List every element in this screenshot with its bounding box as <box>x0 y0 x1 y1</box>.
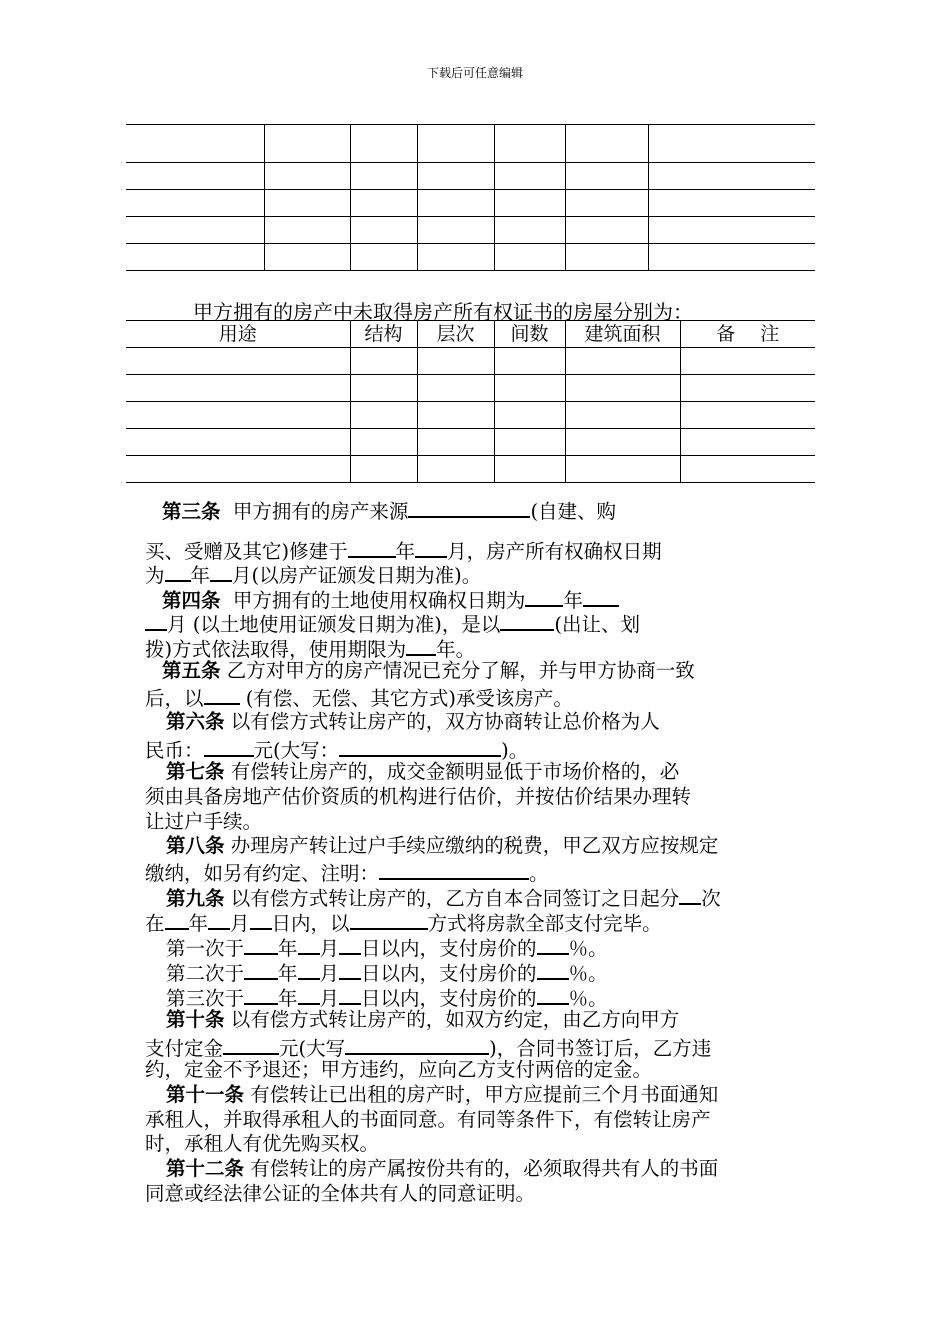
header-rooms: 间数 <box>494 321 565 348</box>
header-structure: 结构 <box>350 321 417 348</box>
table-row <box>126 375 815 402</box>
art4-title: 第四条 <box>162 589 221 612</box>
art7-line2: 须由具备房地产估价资质的机构进行估价，并按估价结果办理转 <box>145 785 692 808</box>
art10-line2: 支付定金 元(大写 )，合同书签订后，乙方违 <box>145 1033 711 1061</box>
page-header: 下载后可任意编辑 <box>426 66 523 80</box>
art3-line1 <box>162 496 616 524</box>
table2-caption: 甲方拥有的房产中未取得房产所有权证书的房屋分别为： <box>193 300 693 324</box>
art5-title: 第五条 <box>162 659 221 682</box>
header-usage: 用途 <box>126 321 350 348</box>
art12-title: 第十二条 <box>166 1157 245 1180</box>
art4-line1: 第四条 甲方拥有的土地使用权确权日期为 年 <box>162 585 619 613</box>
art7-title: 第七条 <box>166 760 225 783</box>
header-floor: 层次 <box>417 321 494 348</box>
table-cell <box>126 163 264 190</box>
art9-payment-1: 第一次于 年 月 日以内，支付房价的 ％。 <box>166 933 608 961</box>
table-row <box>126 456 815 483</box>
art9-line1: 第九条 以有偿方式转让房产的，乙方自本合同签订之日起分 次 <box>166 883 721 911</box>
art10-line1: 第十条 以有偿方式转让房产的，如双方约定，由乙方向甲方 <box>166 1008 680 1031</box>
art4-line3: 拨)方式依法取得，使用期限为 年。 <box>145 634 475 662</box>
art3-title: 第三条 <box>162 500 221 523</box>
art3-line3: 为 年 月(以房产证颁发日期为准)。 <box>145 560 481 588</box>
art9-title: 第九条 <box>166 887 225 910</box>
table-cell <box>126 125 264 163</box>
property-table-top <box>126 124 815 271</box>
property-table-uncertified <box>126 320 815 483</box>
header-remarks: 备 注 <box>680 321 815 348</box>
table-row <box>126 429 815 456</box>
table-header-row <box>126 321 815 348</box>
header-area: 建筑面积 <box>565 321 680 348</box>
art11-line3: 时，承租人有优先购买权。 <box>145 1132 380 1155</box>
art6-line1: 第六条 以有偿方式转让房产的，双方协商转让总价格为人 <box>166 710 660 733</box>
table-row <box>126 348 815 375</box>
art6-line2: 民币： 元(大写： )。 <box>145 735 528 763</box>
art8-line2: 缴纳，如另有约定、注明： 。 <box>145 858 549 886</box>
table-cell <box>126 244 264 271</box>
art5-line1: 第五条 乙方对甲方的房产情况已充分了解，并与甲方协商一致 <box>162 659 695 682</box>
art7-line3: 让过户手续。 <box>145 810 263 833</box>
art9-payment-3: 第三次于 年 月 日以内，支付房价的 ％。 <box>166 983 608 1011</box>
art12-line1: 第十二条 有偿转让的房产属按份共有的，必须取得共有人的书面 <box>166 1157 719 1180</box>
art12-line2: 同意或经法律公证的全体共有人的同意证明。 <box>145 1182 536 1205</box>
art9-payment-2: 第二次于 年 月 日以内，支付房价的 ％。 <box>166 958 608 986</box>
art6-title: 第六条 <box>166 710 225 733</box>
art11-title: 第十一条 <box>166 1083 245 1106</box>
art8-title: 第八条 <box>166 834 225 857</box>
art11-line1: 第十一条 有偿转让已出租的房产时，甲方应提前三个月书面通知 <box>166 1083 719 1106</box>
table-cell <box>126 190 264 217</box>
art3-text: (自建、购 <box>530 500 617 523</box>
art9-line2: 在 年 月 日内，以 方式将房款全部支付完毕。 <box>145 908 662 936</box>
table-cell <box>126 217 264 244</box>
art3-text: 甲方拥有的房产来源 <box>232 500 409 523</box>
art11-line2: 承租人，并取得承租人的书面同意。有同等条件下，有偿转让房产 <box>145 1108 711 1131</box>
art8-line1: 第八条 办理房产转让过户手续应缴纳的税费，甲乙双方应按规定 <box>166 834 719 857</box>
blank <box>408 496 530 518</box>
art10-title: 第十条 <box>166 1008 225 1031</box>
art5-line2: 后，以 (有偿、无偿、其它方式)承受该房产。 <box>145 683 573 711</box>
art7-line1: 第七条 有偿转让房产的，成交金额明显低于市场价格的，必 <box>166 760 680 783</box>
art10-line3: 约，定金不予退还；甲方违约，应向乙方支付两倍的定金。 <box>145 1058 653 1081</box>
table-row <box>126 402 815 429</box>
art4-line2: 月 (以土地使用证颁发日期为准)，是以 (出让、划 <box>145 609 640 637</box>
art3-line2: 买、受赠及其它)修建于 年 月，房产所有权确权日期 <box>145 536 662 564</box>
